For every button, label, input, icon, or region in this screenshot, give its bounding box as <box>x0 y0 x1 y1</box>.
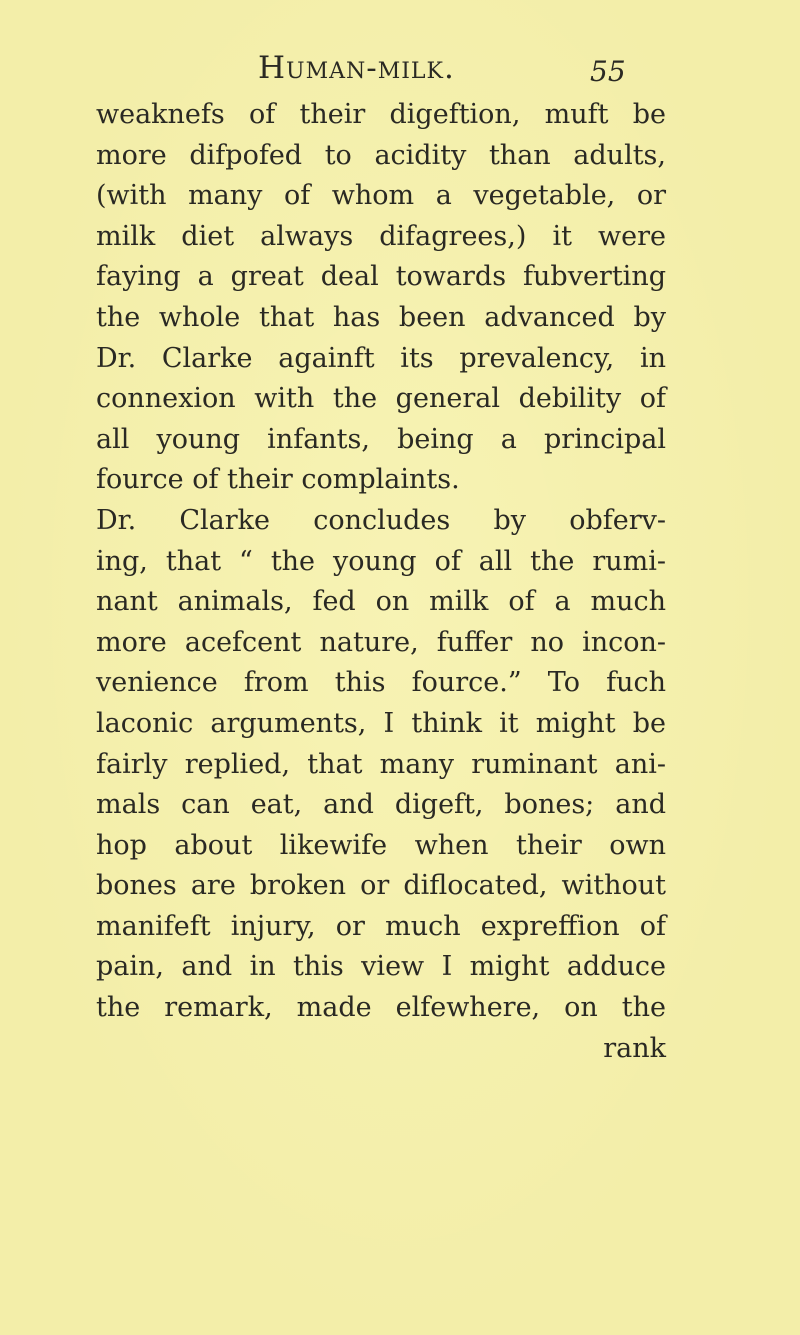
text-line: manifeft injury, or much expreffion of <box>96 910 666 942</box>
text-line: laconic arguments, I think it might be <box>96 707 666 739</box>
text-line: weaknefs of their digeftion, muft be <box>96 99 666 130</box>
text-line: mals can eat, and digeft, bones; and <box>96 789 666 821</box>
page-number: 55 <box>590 55 626 88</box>
text-line: ing, that “ the young of all the rumi- <box>96 545 666 577</box>
text-line: more acefcent nature, fuffer no incon- <box>96 626 666 658</box>
text-line: (with many of whom a vegetable, or <box>96 180 666 212</box>
text-line: pain, and in this view I might adduce <box>96 951 666 983</box>
text-line: bones are broken or diflocated, without <box>96 870 666 902</box>
text-line: milk diet always difagrees,) it were <box>96 220 666 252</box>
text-line: faying a great deal towards fubverting <box>96 261 666 293</box>
running-title: Human-milk. <box>258 50 455 86</box>
text-line: nant animals, fed on milk of a much <box>96 586 666 618</box>
running-head <box>0 48 800 88</box>
text-line: all young infants, being a principal <box>96 423 666 455</box>
text-line: hop about likewife when their own <box>96 829 666 861</box>
catchword: rank <box>603 1032 666 1064</box>
text-line: connexion with the general debility of <box>96 383 666 415</box>
text-line: more difpofed to acidity than adults, <box>96 139 666 171</box>
text-line: Dr. Clarke againft its prevalency, in <box>96 342 666 374</box>
text-line: the remark, made elfewhere, on the <box>96 992 666 1024</box>
text-line: the whole that has been advanced by <box>96 301 666 333</box>
text-line: fairly replied, that many ruminant ani- <box>96 748 666 780</box>
text-line: fource of their complaints. <box>96 464 460 496</box>
text-line: venience from this fource.” To fuch <box>96 667 666 699</box>
text-line: Dr. Clarke concludes by obferv- <box>96 504 666 536</box>
body-text <box>96 95 666 1069</box>
